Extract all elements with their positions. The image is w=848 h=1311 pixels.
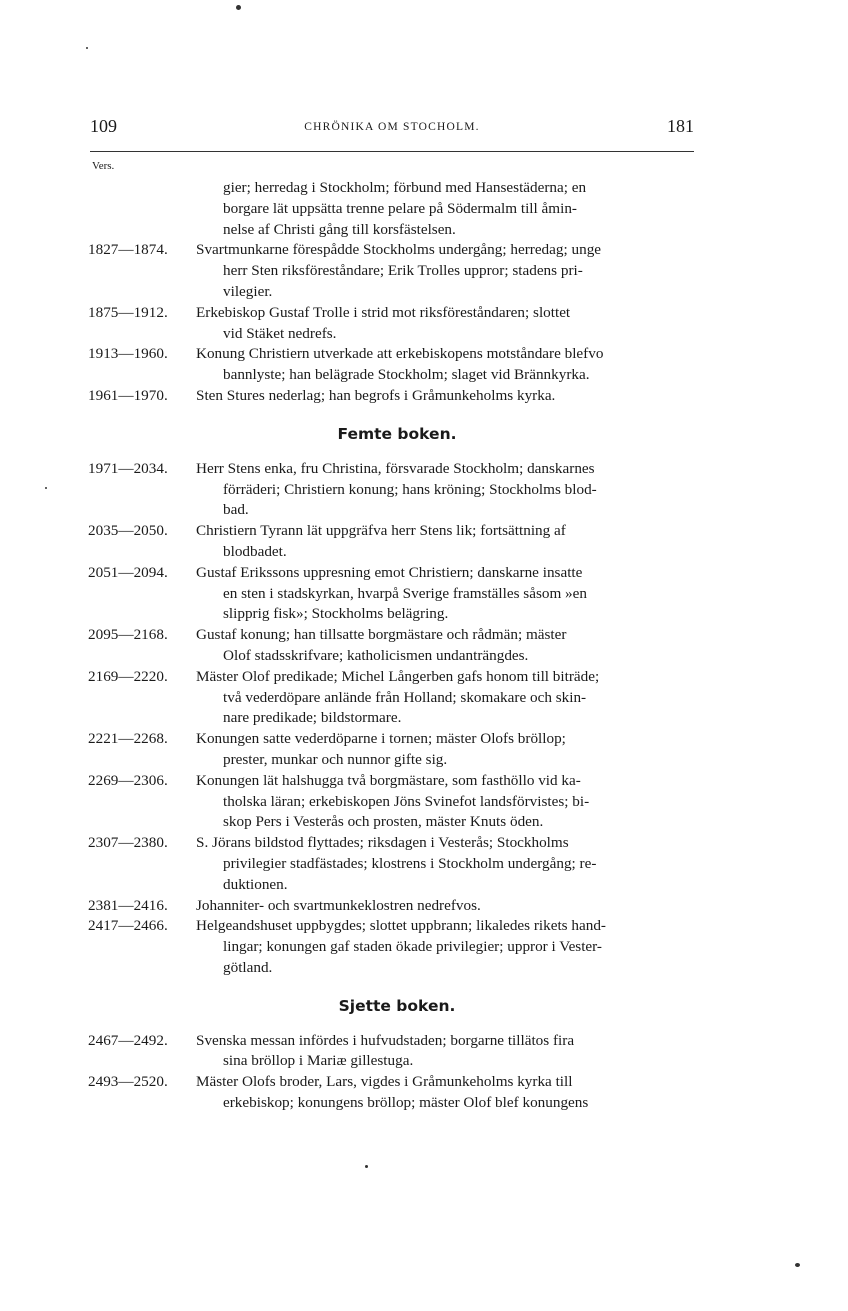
entry-list (88, 1031, 698, 1114)
text-line: Gustaf Erikssons uppresning emot Christiern; danskarne insatte (196, 563, 583, 581)
verse-range: 2417—2466. (88, 917, 168, 935)
verse-range: 2169—2220. (88, 667, 168, 685)
verse-entry (88, 625, 698, 667)
right-page-number: 181 (667, 116, 694, 136)
text-line: Herr Stens enka, fru Christina, försvarade Stockholm; danskarnes (196, 459, 595, 477)
verse-summary (196, 303, 698, 345)
text-line: två vederdöpare anlände från Holland; skomakare och skin- (223, 688, 587, 706)
text-line: duktionen. (223, 875, 288, 893)
verse-entry (88, 896, 698, 917)
scan-speck (795, 1263, 800, 1267)
verse-range: 1961—1970. (88, 386, 168, 404)
verse-entry (88, 667, 698, 729)
text-line: gier; herredag i Stockholm; förbund med Hansestäderna; en (223, 179, 587, 196)
scan-speck (86, 47, 88, 49)
verse-range: 1827—1874. (88, 241, 168, 259)
verse-range: 2035—2050. (88, 522, 168, 540)
verse-range: 2051—2094. (88, 563, 168, 581)
text-line: bannlyste; han belägrade Stockholm; slaget vid Brännkyrka. (223, 366, 590, 384)
text-line: sina bröllop i Mariæ gillestuga. (223, 1052, 414, 1070)
verse-entry (88, 521, 698, 563)
text-line: Mäster Olofs broder, Lars, vigdes i Gråmunkeholms kyrka till (196, 1073, 573, 1091)
verse-summary (196, 916, 698, 978)
verse-entry (88, 344, 698, 386)
text-line: vid Stäket nedrefs. (223, 324, 337, 342)
continuation-entry (88, 178, 698, 240)
text-line: Konungen satte vederdöparne i tornen; mäster Olofs bröllop; (196, 730, 566, 748)
vers-label: Vers. (92, 160, 115, 172)
verse-summary (196, 1072, 698, 1114)
section-heading-femte: Femte boken. (337, 424, 457, 443)
verse-summary (196, 563, 698, 625)
verse-entry (88, 916, 698, 978)
text-line: Christiern Tyrann lät uppgräfva herr Stens lik; fortsättning af (196, 522, 566, 540)
text-line: Konungen lät halshugga två borgmästare, som fasthöllo vid ka- (196, 771, 581, 789)
verse-summary (196, 896, 698, 917)
verse-range: 2381—2416. (88, 896, 168, 914)
verse-range: 1971—2034. (88, 459, 168, 477)
text-line: privilegier stadfästades; klostrens i Stockholm undergång; re- (223, 854, 597, 872)
verse-range: 1913—1960. (88, 345, 168, 363)
verse-range: 2307—2380. (88, 834, 168, 852)
text-line: S. Jörans bildstod flyttades; riksdagen i Vesterås; Stockholms (196, 834, 569, 852)
text-line: borgare lät uppsätta trenne pelare på Södermalm till åmin- (223, 199, 577, 217)
verse-entry (88, 1031, 698, 1073)
left-page-number: 109 (90, 116, 117, 136)
verse-range: 2095—2168. (88, 626, 168, 644)
verse-summary (196, 386, 698, 407)
text-line: Konung Christiern utverkade att erkebiskopens motståndare blefvo (196, 345, 604, 363)
verse-entry (88, 1072, 698, 1114)
text-line: Helgeandshuset uppbygdes; slottet uppbrann; likaledes rikets hand- (196, 917, 606, 935)
verse-entry (88, 563, 698, 625)
verse-range: 2467—2492. (88, 1031, 168, 1049)
text-line: skop Pers i Vesterås och prosten, mäster Knuts öden. (223, 813, 544, 831)
running-title: CHRÖNIKA OM STOCHOLM. (304, 121, 480, 133)
text-line: en sten i stadskyrkan, hvarpå Sverige framställes såsom »en (223, 584, 587, 602)
verse-summary (196, 625, 698, 667)
text-line: prester, munkar och nunnor gifte sig. (223, 750, 448, 768)
text-line: götland. (223, 958, 273, 976)
text-line: Svartmunkarne förespådde Stockholms undergång; herredag; unge (196, 241, 602, 259)
scan-speck (365, 1165, 368, 1168)
verse-range: 2221—2268. (88, 730, 168, 748)
text-line: Johanniter- och svartmunkeklostren nedrefvos. (196, 896, 481, 914)
text-line: bad. (223, 501, 249, 519)
header-rule (90, 151, 694, 152)
verse-summary (196, 1031, 698, 1073)
verse-entry (88, 771, 698, 833)
text-line: Erkebiskop Gustaf Trolle i strid mot riksföreståndaren; slottet (196, 303, 571, 321)
text-line: nelse af Christi gång till korsfästelsen. (223, 220, 456, 238)
scan-speck (236, 5, 241, 10)
verse-entry (88, 303, 698, 345)
text-line: tholska läran; erkebiskopen Jöns Svinefot landsförvistes; bi- (223, 792, 590, 810)
entry-list (88, 459, 698, 979)
text-line: nare predikade; bildstormare. (223, 709, 402, 727)
section-heading-sjette: Sjette boken. (338, 996, 456, 1015)
text-line: Mäster Olof predikade; Michel Långerben gafs honom till biträde; (196, 667, 600, 685)
verse-entry (88, 386, 698, 407)
verse-range: 2493—2520. (88, 1073, 168, 1091)
verse-summary (196, 667, 698, 729)
verse-entry (88, 729, 698, 771)
verse-entry (88, 459, 698, 521)
text-line: blodbadet. (223, 542, 287, 560)
verse-summary (196, 240, 698, 302)
verse-summary (196, 344, 698, 386)
verse-entry (88, 833, 698, 895)
text-line: lingar; konungen gaf staden ökade privilegier; uppror i Vester- (223, 938, 602, 956)
text-line: herr Sten riksföreståndare; Erik Trolles uppror; stadens pri- (223, 262, 583, 280)
text-line: erkebiskop; konungens bröllop; mäster Olof blef konungens (223, 1094, 589, 1112)
verse-range: 1875—1912. (88, 303, 168, 321)
entry-list (88, 240, 698, 406)
verse-summary (196, 459, 698, 521)
verse-summary (196, 771, 698, 833)
verse-summary (196, 521, 698, 563)
scan-speck (45, 487, 47, 489)
text-line: förräderi; Christiern konung; hans kröning; Stockholms blod- (223, 480, 597, 498)
text-line: slipprig fisk»; Stockholms belägring. (223, 605, 449, 623)
page-body (88, 178, 698, 1114)
verse-entry (88, 240, 698, 302)
text-line: Svenska messan infördes i hufvudstaden; borgarne tillätos fira (196, 1031, 575, 1049)
verse-range: 2269—2306. (88, 771, 168, 789)
verse-summary (196, 729, 698, 771)
text-line: Sten Stures nederlag; han begrofs i Gråmunkeholms kyrka. (196, 386, 556, 404)
text-line: Olof stadsskrifvare; katholicismen undanträngdes. (223, 646, 529, 664)
text-line: vilegier. (223, 282, 273, 300)
text-line: Gustaf konung; han tillsatte borgmästare och rådmän; mäster (196, 626, 567, 644)
page-header (90, 116, 694, 146)
verse-summary (196, 833, 698, 895)
